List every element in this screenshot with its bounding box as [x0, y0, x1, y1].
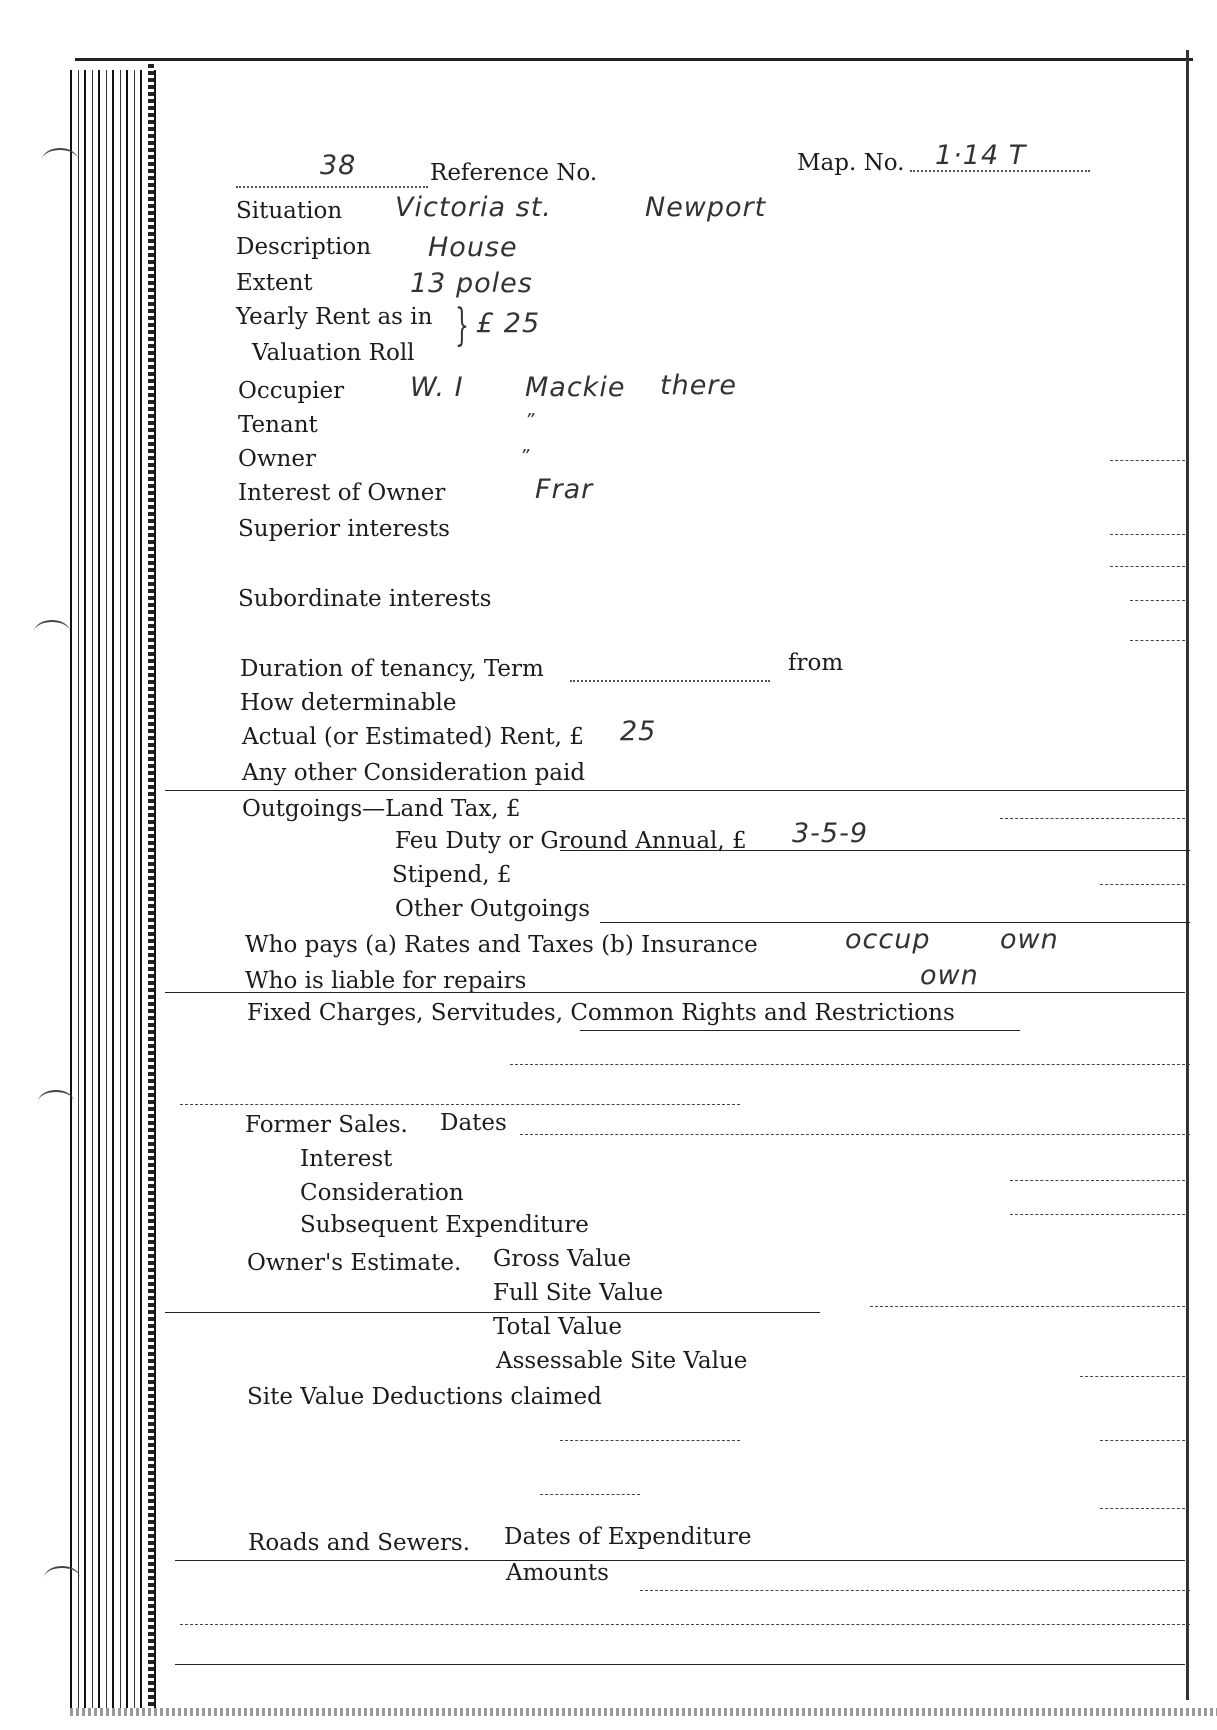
blank-line	[510, 1064, 1190, 1065]
owners-estimate-label: Owner's Estimate.	[247, 1250, 462, 1276]
subordinate-interests-label: Subordinate interests	[238, 586, 492, 612]
section-rule	[165, 790, 1185, 791]
punch-hole-mark	[44, 1566, 80, 1590]
blank-line	[1130, 600, 1185, 601]
assessable-site-value-label: Assessable Site Value	[496, 1348, 748, 1374]
fixed-charges-label: Fixed Charges, Servitudes, Common Rights and Restrictions	[247, 1000, 955, 1026]
blank-line	[1000, 818, 1185, 819]
feu-duty-value: 3-5-9	[792, 818, 869, 849]
map-no-label: Map. No.	[797, 150, 905, 176]
other-outgoings-label: Other Outgoings	[395, 896, 591, 922]
blank-line	[540, 1494, 640, 1495]
punch-hole-mark	[34, 620, 70, 644]
blank-line	[1100, 1508, 1185, 1509]
tenant-label: Tenant	[238, 412, 318, 438]
blank-line	[1100, 1440, 1185, 1441]
tenant-ditto: ”	[525, 410, 536, 431]
blank-line	[1130, 640, 1185, 641]
how-determinable-label: How determinable	[240, 690, 457, 716]
reference-no-value: 38	[320, 150, 357, 181]
occupier-label: Occupier	[238, 378, 345, 404]
other-outgoings-line	[600, 922, 1190, 923]
stipend-label: Stipend, £	[392, 862, 512, 888]
blank-line	[1110, 460, 1185, 461]
yearly-rent-value: £ 25	[476, 308, 541, 339]
blank-line	[520, 1134, 1190, 1135]
occupier-name: Mackie	[525, 372, 626, 403]
former-sales-label: Former Sales.	[245, 1112, 408, 1138]
owner-label: Owner	[238, 446, 316, 472]
blank-line	[1080, 1376, 1185, 1377]
blank-line	[560, 1440, 740, 1441]
blank-line	[1100, 884, 1185, 885]
consideration-label: Consideration	[300, 1180, 464, 1206]
situation-street: Victoria st.	[395, 192, 552, 223]
total-value-label: Total Value	[493, 1314, 623, 1340]
description-label: Description	[236, 234, 372, 260]
blank-line	[180, 1624, 1190, 1625]
owner-ditto: ”	[520, 446, 531, 467]
blank-line	[640, 1590, 1190, 1591]
section-rule	[175, 1664, 1185, 1665]
feu-duty-label: Feu Duty or Ground Annual, £	[395, 828, 747, 854]
punch-hole-mark	[42, 148, 78, 172]
blank-line	[1010, 1180, 1185, 1181]
subsequent-expenditure-label: Subsequent Expenditure	[300, 1212, 589, 1238]
superior-interests-label: Superior interests	[238, 516, 450, 542]
insurance-value: own	[1000, 924, 1059, 955]
blank-line	[870, 1306, 1185, 1307]
fixed-charges-line	[580, 1030, 1020, 1031]
gross-value-label: Gross Value	[493, 1246, 632, 1272]
full-site-value-label: Full Site Value	[493, 1280, 664, 1306]
blank-line	[180, 1104, 740, 1105]
section-rule	[165, 992, 1185, 993]
land-tax-label: Outgoings—Land Tax, £	[242, 796, 521, 822]
section-rule	[165, 1312, 820, 1313]
valuation-roll-label: Valuation Roll	[252, 340, 415, 366]
reference-no-label: Reference No.	[430, 160, 598, 186]
actual-rent-label: Actual (or Estimated) Rent, £	[242, 724, 584, 750]
interest-of-owner-value: Frar	[535, 474, 594, 505]
interest-of-owner-label: Interest of Owner	[238, 480, 446, 506]
site-value-deductions-label: Site Value Deductions claimed	[247, 1384, 602, 1410]
section-rule	[175, 1560, 1185, 1561]
feu-duty-line	[560, 850, 1190, 851]
dates-of-expenditure-label: Dates of Expenditure	[504, 1524, 752, 1550]
who-pays-label: Who pays (a) Rates and Taxes (b) Insurance	[245, 932, 758, 958]
blank-line	[1010, 1214, 1185, 1215]
blank-line	[1110, 566, 1185, 567]
who-liable-label: Who is liable for repairs	[245, 968, 527, 994]
term-line	[570, 680, 770, 682]
repairs-value: own	[920, 960, 979, 991]
dates-label: Dates	[440, 1110, 507, 1136]
actual-rent-value: 25	[620, 716, 657, 747]
duration-label: Duration of tenancy, Term	[240, 656, 544, 682]
situation-town: Newport	[645, 192, 767, 223]
description-value: House	[428, 232, 518, 263]
roads-sewers-label: Roads and Sewers.	[248, 1530, 471, 1556]
rates-taxes-value: occup	[845, 924, 931, 955]
yearly-rent-label: Yearly Rent as in	[236, 304, 433, 330]
interest-label: Interest	[300, 1146, 393, 1172]
extent-value: 13 poles	[410, 268, 533, 299]
page-edge-right	[1186, 50, 1189, 1700]
blank-line	[1110, 534, 1185, 535]
situation-label: Situation	[236, 198, 343, 224]
other-consideration-label: Any other Consideration paid	[242, 760, 586, 786]
occupier-initials: W. I	[410, 372, 464, 403]
extent-label: Extent	[236, 270, 313, 296]
amounts-label: Amounts	[506, 1560, 609, 1586]
map-no-value: 1·14 T	[935, 140, 1027, 171]
page-edge-bottom	[70, 1708, 1217, 1716]
from-label: from	[788, 650, 844, 676]
reference-no-line	[236, 186, 428, 188]
occupier-note: there	[660, 370, 738, 401]
brace-icon: }	[455, 300, 469, 351]
punch-hole-mark	[38, 1090, 74, 1114]
